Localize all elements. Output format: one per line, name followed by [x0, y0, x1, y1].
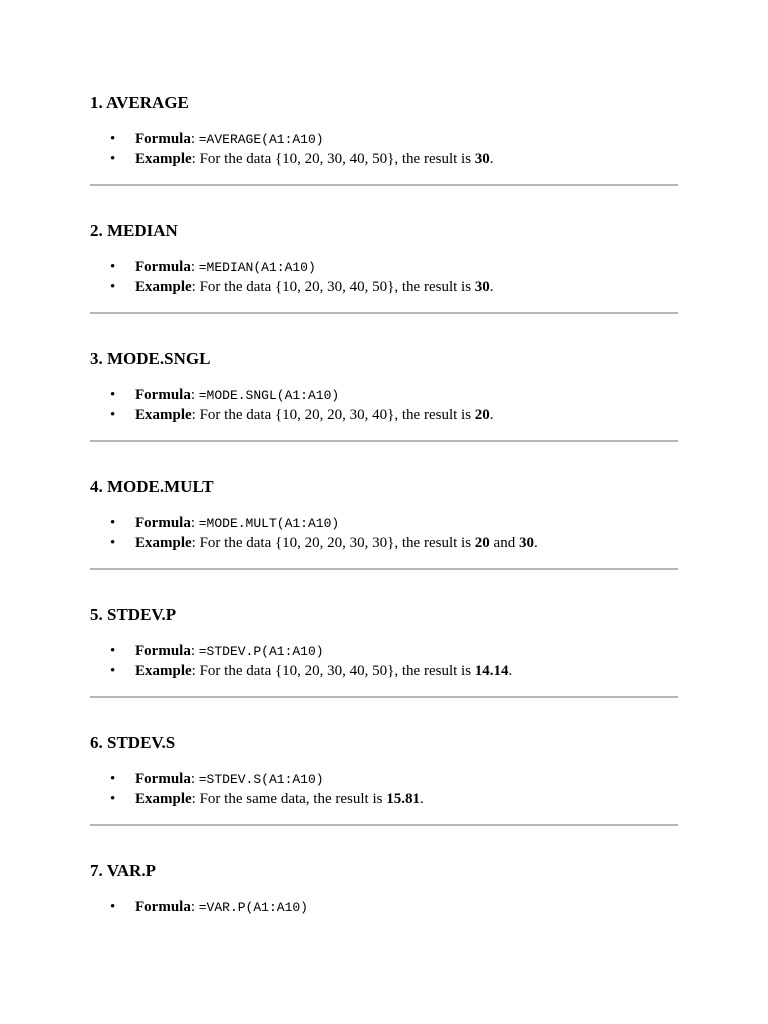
bullet-list: [90, 898, 308, 918]
bullet-list: [90, 386, 494, 424]
bullet-icon: •: [110, 771, 116, 787]
bullet-icon: •: [110, 790, 116, 807]
section-average: [90, 93, 678, 167]
bullet-icon: •: [110, 150, 116, 167]
bullet-icon: •: [110, 662, 116, 679]
example-result: 30: [474, 278, 490, 295]
section-heading: 2. MEDIAN: [90, 221, 178, 240]
divider: [90, 312, 678, 314]
formula-separator: :: [190, 899, 199, 915]
formula-item: [90, 514, 538, 534]
example-result-2: 30: [518, 534, 534, 551]
example-end: .: [489, 278, 494, 295]
section-var-p: [90, 861, 678, 915]
formula-code: =VAR.P(A1:A10): [198, 900, 308, 915]
example-item: [90, 534, 538, 553]
formula-label: Formula: [135, 259, 191, 275]
section-mode-sngl: [90, 349, 678, 423]
example-label: Example: [135, 790, 192, 807]
example-text: : For the data {10, 20, 30, 40, 50}, the result is: [191, 150, 475, 167]
example-text: : For the same data, the result is: [191, 790, 387, 807]
formula-item: [90, 642, 512, 662]
formula-label: Formula: [135, 899, 191, 915]
example-label: Example: [135, 150, 192, 167]
formula-separator: :: [190, 771, 199, 787]
divider: [90, 568, 678, 570]
bullet-list: [90, 642, 512, 680]
bullet-icon: •: [110, 406, 116, 423]
example-end: .: [489, 150, 494, 167]
example-result: 30: [474, 150, 490, 167]
formula-code: =STDEV.S(A1:A10): [198, 772, 324, 787]
section-heading: 1. AVERAGE: [90, 93, 189, 112]
formula-item: [90, 770, 424, 790]
example-text: : For the data {10, 20, 20, 30, 30}, the result is: [191, 534, 475, 551]
example-label: Example: [135, 662, 192, 679]
section-mode-mult: [90, 477, 678, 551]
divider: [90, 440, 678, 442]
example-result: 15.81: [386, 790, 420, 807]
formula-label: Formula: [135, 387, 191, 403]
bullet-icon: •: [110, 534, 116, 551]
example-item: [90, 150, 494, 169]
example-end: .: [419, 790, 424, 807]
example-text: : For the data {10, 20, 30, 40, 50}, the result is: [191, 278, 475, 295]
example-end: .: [508, 662, 513, 679]
formula-label: Formula: [135, 771, 191, 787]
bullet-list: [90, 770, 424, 808]
formula-code: =MEDIAN(A1:A10): [198, 260, 316, 275]
formula-code: =MODE.MULT(A1:A10): [198, 516, 340, 531]
formula-code: =MODE.SNGL(A1:A10): [198, 388, 340, 403]
section-median: [90, 221, 678, 295]
formula-label: Formula: [135, 515, 191, 531]
example-end: .: [489, 406, 494, 423]
example-item: [90, 790, 424, 809]
divider: [90, 824, 678, 826]
example-label: Example: [135, 278, 192, 295]
divider: [90, 696, 678, 698]
example-text: : For the data {10, 20, 20, 30, 40}, the result is: [191, 406, 475, 423]
example-label: Example: [135, 406, 192, 423]
bullet-icon: •: [110, 387, 116, 403]
section-stdev-p: [90, 605, 678, 679]
formula-item: [90, 258, 494, 278]
example-end: .: [533, 534, 538, 551]
formula-code: =AVERAGE(A1:A10): [198, 132, 324, 147]
bullet-list: [90, 130, 494, 168]
formula-code: =STDEV.P(A1:A10): [198, 644, 324, 659]
formula-item: [90, 386, 494, 406]
bullet-list: [90, 258, 494, 296]
formula-label: Formula: [135, 643, 191, 659]
formula-item: [90, 130, 494, 150]
example-result-join: and: [489, 534, 519, 551]
example-item: [90, 278, 494, 297]
example-result: 20: [474, 406, 490, 423]
bullet-icon: •: [110, 515, 116, 531]
bullet-icon: •: [110, 131, 116, 147]
bullet-icon: •: [110, 643, 116, 659]
section-stdev-s: [90, 733, 678, 807]
section-heading: 4. MODE.MULT: [90, 477, 214, 496]
section-heading: 7. VAR.P: [90, 861, 156, 880]
formula-label: Formula: [135, 131, 191, 147]
bullet-icon: •: [110, 899, 116, 915]
formula-separator: :: [190, 515, 199, 531]
bullet-icon: •: [110, 278, 116, 295]
formula-item: [90, 898, 308, 918]
section-heading: 3. MODE.SNGL: [90, 349, 211, 368]
section-heading: 5. STDEV.P: [90, 605, 177, 624]
section-heading: 6. STDEV.S: [90, 733, 176, 752]
divider: [90, 184, 678, 186]
formula-separator: :: [190, 131, 199, 147]
formula-separator: :: [190, 259, 199, 275]
formula-separator: :: [190, 643, 199, 659]
example-result: 20: [474, 534, 490, 551]
formula-separator: :: [190, 387, 199, 403]
bullet-icon: •: [110, 259, 116, 275]
example-item: [90, 406, 494, 425]
example-label: Example: [135, 534, 192, 551]
example-result: 14.14: [474, 662, 509, 679]
example-text: : For the data {10, 20, 30, 40, 50}, the result is: [191, 662, 475, 679]
example-item: [90, 662, 512, 681]
bullet-list: [90, 514, 538, 552]
